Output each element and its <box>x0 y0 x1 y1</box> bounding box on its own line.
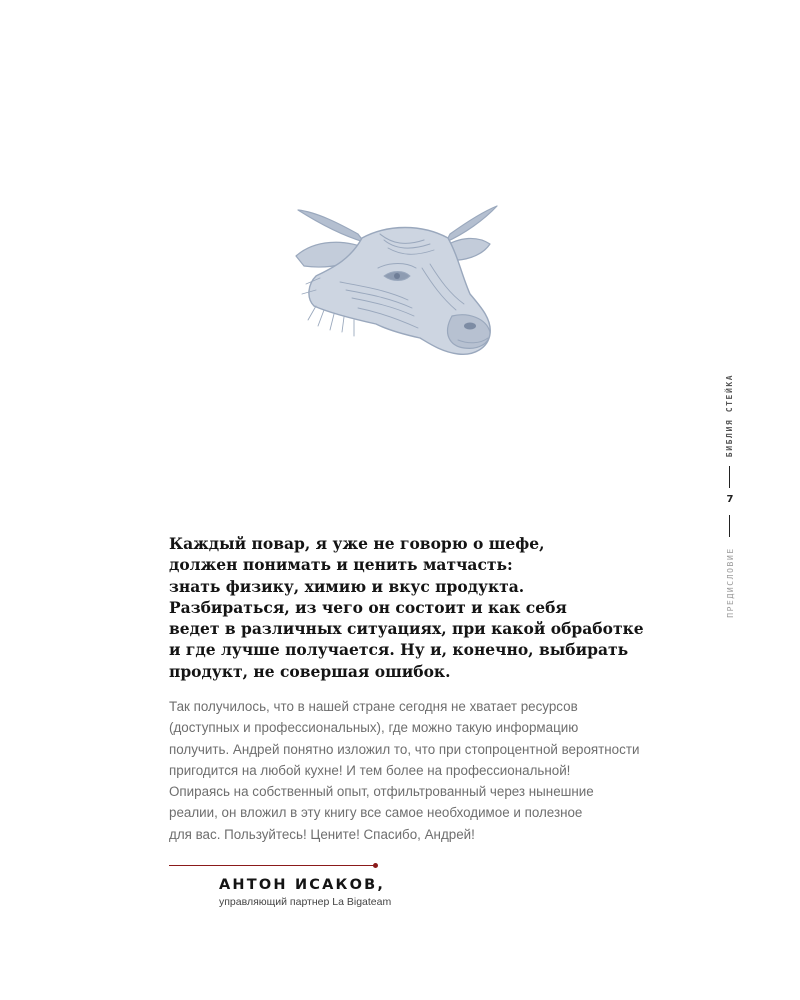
section-name-text: ПРЕДИСЛОВИЕ <box>725 546 735 618</box>
body-paragraph <box>169 696 709 845</box>
lead-line: Каждый повар, я уже не говорю о шефе, <box>169 534 545 553</box>
lead-quote <box>169 533 669 682</box>
signature-divider-dot <box>373 863 378 868</box>
side-running-header <box>720 370 740 630</box>
lead-line: продукт, не совершая ошибок. <box>169 661 451 681</box>
body-line: получить. Андрей понятно изложил то, что при стопроцентной вероятности <box>169 741 640 757</box>
lead-line: и где лучше получается. Ну и, конечно, выбирать <box>169 640 629 660</box>
signature-divider <box>169 865 374 866</box>
page-number: 7 <box>726 494 734 505</box>
book-title <box>720 370 740 460</box>
lead-line: ведет в различных ситуациях, при какой обработке <box>169 619 644 639</box>
body-line: для вас. Пользуйтесь! Цените! Спасибо, Андрей! <box>169 826 475 842</box>
side-divider-top <box>729 466 730 488</box>
body-line: реалии, он вложил в эту книгу все самое необходимое и полезное <box>169 805 583 821</box>
body-line: пригодится на любой кухне! И тем более на профессиональной! <box>169 762 571 778</box>
body-line: (доступных и профессиональных), где можно такую информацию <box>169 720 579 736</box>
author-role: управляющий партнер La Bigateam <box>219 896 392 908</box>
lead-line: должен понимать и ценить матчасть: <box>169 555 513 575</box>
section-name <box>720 542 740 622</box>
lead-line: Разбираться, из чего он состоит и как себя <box>169 597 567 617</box>
body-line: Так получилось, что в нашей стране сегодня не хватает ресурсов <box>169 699 578 714</box>
author-name: АНТОН ИСАКОВ, <box>219 877 386 893</box>
body-line: Опираясь на собственный опыт, отфильтрованный через нынешние <box>169 784 594 800</box>
side-divider-bottom <box>729 515 730 537</box>
cow-head-engraving-icon <box>292 198 502 360</box>
lead-line: знать физику, химию и вкус продукта. <box>169 576 525 596</box>
book-title-text: БИБЛИЯ СТЕЙКА <box>725 373 735 457</box>
